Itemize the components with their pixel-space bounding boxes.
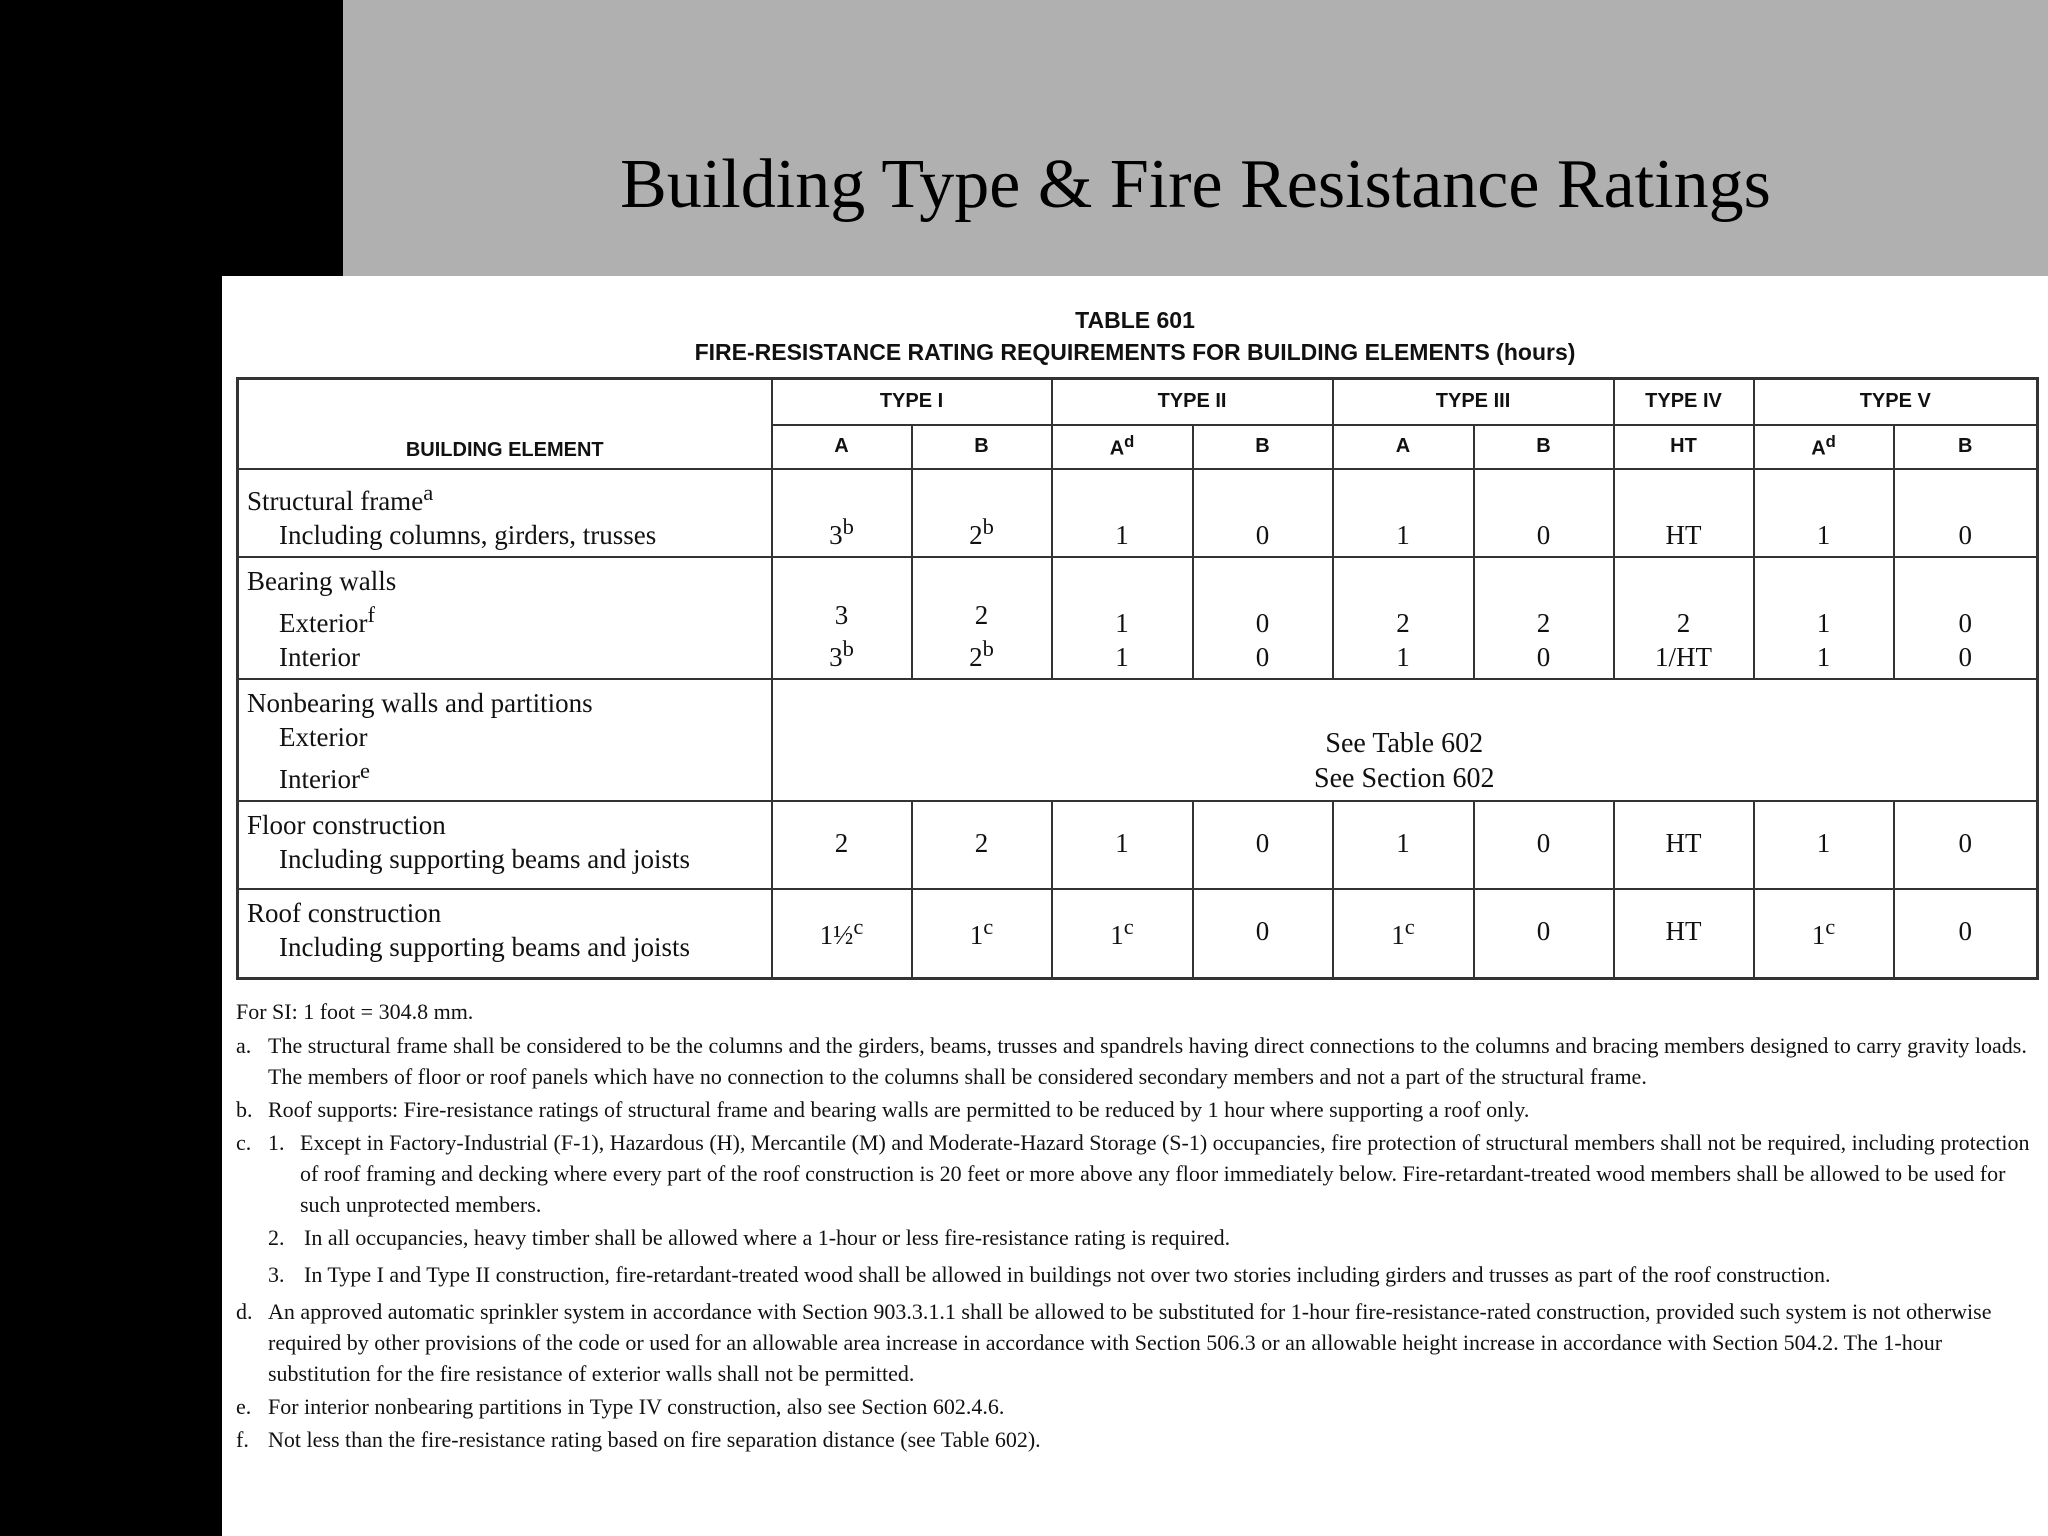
rating-cell: 2	[912, 801, 1052, 889]
type-header: TYPE III	[1333, 379, 1614, 425]
footnote-a: a. The structural frame shall be considered to be the columns and the girders, beams, trusses and spandrels having direct connections to the columns and bracing members designed to carry gravity loads. The members of floor or roof panels which have no connection to the columns shall be considered secondary members and not a part of the structural frame.	[236, 1033, 2027, 1089]
footnote-b: b. Roof supports: Fire-resistance ratings of structural frame and bearing walls are permitted to be reduced by 1 hour where supporting a roof only.	[236, 1097, 1530, 1122]
rating-cell: 1	[1052, 469, 1193, 557]
element-sublabel: Including supporting beams and joists	[279, 931, 690, 962]
rating-cell: 0	[1193, 889, 1333, 979]
type-header: TYPE I	[772, 379, 1052, 425]
type-header: TYPE II	[1052, 379, 1333, 425]
footnote-f: f. Not less than the fire-resistance rating based on fire separation distance (see Table 602).	[236, 1427, 1041, 1452]
element-sublabel: Exterior	[279, 607, 368, 638]
element-sublabel: Exterior	[279, 721, 368, 752]
subtype-label: A	[1109, 437, 1125, 460]
element-sublabel: Including supporting beams and joists	[279, 843, 690, 874]
slide-title: Building Type & Fire Resistance Ratings	[620, 146, 1771, 223]
rating-cell: 0 0	[1894, 557, 2038, 679]
element-name: Roof construction	[247, 897, 442, 928]
see-table-602: See Table 602	[1325, 727, 1484, 759]
rating-cell: 1	[1052, 801, 1193, 889]
rating-cell: 0	[1474, 889, 1614, 979]
rating-cell: 2 1	[1333, 557, 1474, 679]
subtype-header	[1754, 425, 1894, 469]
rating-cell: 0	[1894, 469, 2038, 557]
footnote-marker: d	[1124, 432, 1135, 452]
element-sublabel: Interior	[279, 763, 360, 794]
rating-cell: 1$^c$	[1052, 889, 1193, 979]
rating-cell: 2 1/HT	[1614, 557, 1754, 679]
rating-cell: 0	[1894, 801, 2038, 889]
rating-cell: HT	[1614, 469, 1754, 557]
subtype-header: HT	[1614, 425, 1754, 469]
footnote-marker: f	[367, 601, 375, 627]
subtype-header: B	[1474, 425, 1614, 469]
rating-cell: 0	[1474, 801, 1614, 889]
rating-cell: 0	[1474, 469, 1614, 557]
rating-cell: 1½$^c$	[772, 889, 912, 979]
element-name: Bearing walls	[247, 565, 397, 596]
rating-cell: 1 1	[1052, 557, 1193, 679]
rating-cell: 3$^b$	[772, 469, 912, 557]
subtype-header: B	[1193, 425, 1333, 469]
footnotes	[236, 996, 2036, 1457]
rating-cell: 2$^b$	[912, 469, 1052, 557]
element-name: Floor construction	[247, 809, 446, 840]
see-section-602: See Section 602	[1314, 762, 1495, 794]
table-heading	[222, 304, 2048, 368]
title-band	[343, 0, 2048, 276]
rating-cell: 1	[1333, 469, 1474, 557]
type-header: TYPE IV	[1614, 379, 1754, 425]
subtype-header: B	[1894, 425, 2038, 469]
rating-cell: 0	[1894, 889, 2038, 979]
element-label	[238, 889, 772, 979]
footnote-e: e. For interior nonbearing partitions in Type IV construction, also see Section 602.4.6.	[236, 1394, 1005, 1419]
subtype-header	[1052, 425, 1193, 469]
si-conversion: For SI: 1 foot = 304.8 mm.	[236, 999, 474, 1024]
footnote-c3: 3. In Type I and Type II construction, fire-retardant-treated wood shall be allowed in buildings not over two stories including girders and trusses as part of the roof construction.	[268, 1262, 1831, 1287]
see-reference-cell	[772, 679, 2038, 801]
footnote-marker: a	[423, 479, 434, 505]
row-bearing-walls	[238, 557, 2038, 679]
rating-cell: 2 0	[1474, 557, 1614, 679]
rating-cell: 1$^c$	[912, 889, 1052, 979]
subtype-header: A	[1333, 425, 1474, 469]
table-document	[222, 276, 2048, 1536]
footnote-marker: e	[359, 757, 370, 783]
subtype-header: B	[912, 425, 1052, 469]
rating-cell: 1	[1754, 801, 1894, 889]
building-element-header: BUILDING ELEMENT	[238, 379, 772, 469]
rating-cell: 1$^c$	[1754, 889, 1894, 979]
rating-cell: 0 0	[1193, 557, 1333, 679]
subtype-header: A	[772, 425, 912, 469]
footnote-c2: 2. In all occupancies, heavy timber shall be allowed where a 1-hour or less fire-resistance rating is required.	[268, 1225, 1231, 1250]
rating-cell: 1	[1754, 469, 1894, 557]
row-floor-construction	[238, 801, 2038, 889]
rating-cell: HT	[1614, 801, 1754, 889]
rating-cell: 0	[1193, 801, 1333, 889]
element-label	[238, 801, 772, 889]
element-label	[238, 557, 772, 679]
type-header: TYPE V	[1754, 379, 2038, 425]
element-sublabel: Interior	[279, 641, 360, 672]
rating-cell: 2	[772, 801, 912, 889]
table-caption: FIRE-RESISTANCE RATING REQUIREMENTS FOR BUILDING ELEMENTS (hours)	[694, 339, 1576, 365]
rating-cell: 1	[1333, 801, 1474, 889]
rating-cell: 0	[1193, 469, 1333, 557]
element-sublabel: Including columns, girders, trusses	[279, 519, 657, 550]
subtype-label: A	[1811, 437, 1826, 460]
rating-cell: 3 3$^b$	[772, 557, 912, 679]
row-nonbearing-walls	[238, 679, 2038, 801]
element-name: Structural frame	[247, 485, 424, 516]
type-header-row	[238, 379, 2038, 425]
rating-cell: 2 2$^b$	[912, 557, 1052, 679]
table-number: TABLE 601	[1075, 307, 1195, 333]
rating-cell: 1$^c$	[1333, 889, 1474, 979]
element-name: Nonbearing walls and partitions	[247, 687, 593, 718]
row-structural-frame	[238, 469, 2038, 557]
element-label	[238, 679, 772, 801]
fire-rating-table	[236, 377, 2039, 980]
row-roof-construction	[238, 889, 2038, 979]
element-label	[238, 469, 772, 557]
rating-cell: HT	[1614, 889, 1754, 979]
footnote-marker: d	[1825, 432, 1836, 452]
footnote-c: c. 1. Except in Factory-Industrial (F-1), Hazardous (H), Mercantile (M) and Moderate-Hazard Storage (S-1) occupancies, fire protection of structural members shall not be required, including protection of roof framing and decking where every part of the roof construction is 20 feet or more above any floor immediately below. Fire-retardant-treated wood members shall be allowed to be used for such unprotected members.	[236, 1130, 2030, 1217]
rating-cell: 1 1	[1754, 557, 1894, 679]
footnote-d: d. An approved automatic sprinkler system in accordance with Section 903.3.1.1 shall be allowed to be substituted for 1-hour fire-resistance-rated construction, provided such system is not otherwise required by other provisions of the code or used for an allowable area increase in accordance with Section 506.3 or an allowable height increase in accordance with Section 504.2. The 1-hour substitution for the fire resistance of exterior walls shall not be permitted.	[236, 1299, 1992, 1386]
